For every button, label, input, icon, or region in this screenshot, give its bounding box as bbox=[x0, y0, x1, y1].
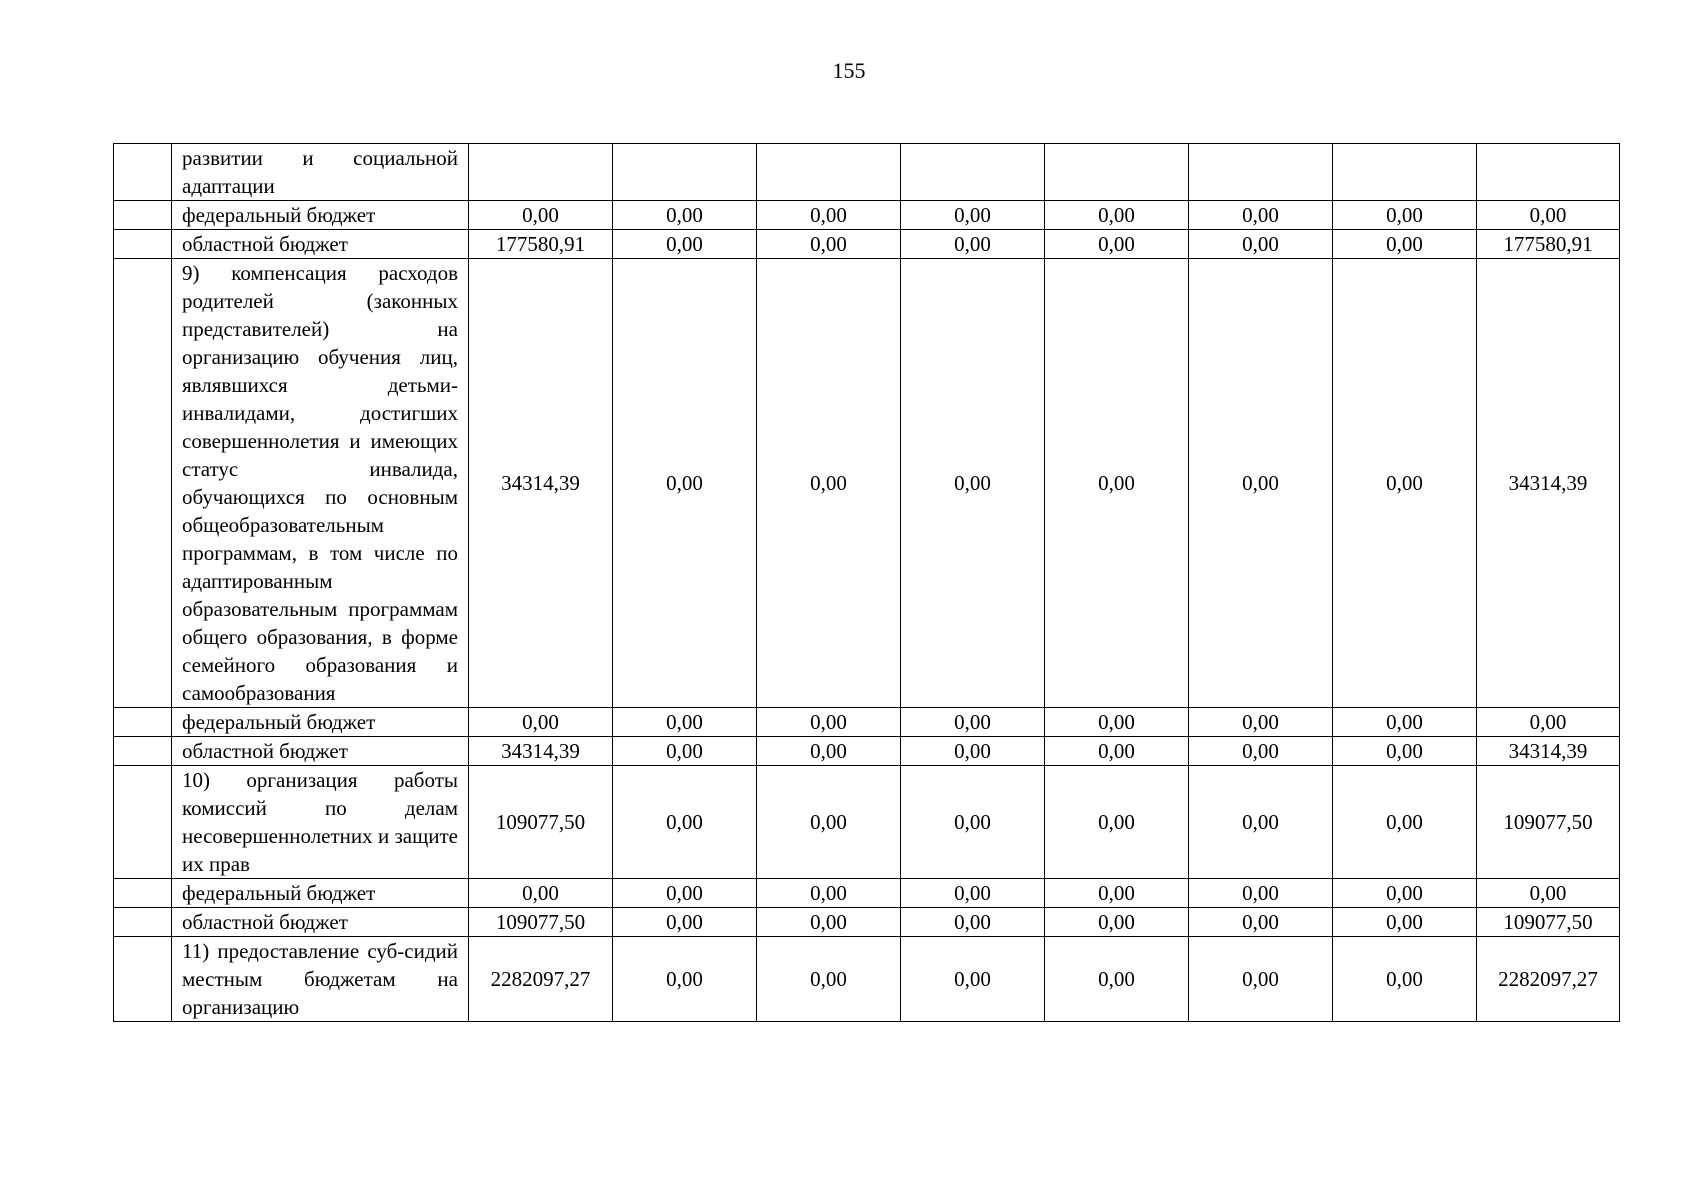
value-cell: 0,00 bbox=[901, 937, 1045, 1022]
value-cell: 34314,39 bbox=[469, 259, 613, 708]
value-cell: 0,00 bbox=[1045, 230, 1189, 259]
value-cell: 0,00 bbox=[901, 908, 1045, 937]
value-cell: 0,00 bbox=[613, 737, 757, 766]
table-row bbox=[114, 737, 1620, 766]
row-number-cell bbox=[114, 230, 172, 259]
table-row bbox=[114, 908, 1620, 937]
total-cell bbox=[1477, 144, 1620, 201]
value-cell bbox=[901, 144, 1045, 201]
total-cell: 34314,39 bbox=[1477, 259, 1620, 708]
value-cell: 0,00 bbox=[613, 879, 757, 908]
value-cell: 0,00 bbox=[1045, 259, 1189, 708]
value-cell: 0,00 bbox=[1333, 201, 1477, 230]
value-cell: 0,00 bbox=[1189, 737, 1333, 766]
value-cell: 0,00 bbox=[1189, 879, 1333, 908]
row-name-cell: 9) компенсация расходов родителей (законных представителей) на организацию обучения лиц, являвшихся детьми-инвалидами, достигших совершеннолетия и имеющих статус инвалида, обучающихся по основным общеобразовательным программам, в том числе по адаптированным образовательным программам общего образования, в форме семейного образования и самообразования bbox=[172, 259, 469, 708]
row-number-cell bbox=[114, 708, 172, 737]
row-name-cell: федеральный бюджет bbox=[172, 708, 469, 737]
value-cell: 0,00 bbox=[901, 708, 1045, 737]
value-cell bbox=[1189, 144, 1333, 201]
total-cell: 0,00 bbox=[1477, 879, 1620, 908]
value-cell: 0,00 bbox=[1333, 708, 1477, 737]
row-name-cell: областной бюджет bbox=[172, 737, 469, 766]
value-cell: 177580,91 bbox=[469, 230, 613, 259]
table-row bbox=[114, 259, 1620, 708]
value-cell: 0,00 bbox=[757, 766, 901, 879]
value-cell bbox=[1333, 144, 1477, 201]
value-cell: 0,00 bbox=[1045, 766, 1189, 879]
value-cell: 0,00 bbox=[757, 708, 901, 737]
table-row bbox=[114, 144, 1620, 201]
row-name-cell: 11) предоставление суб-сидий местным бюджетам на организацию bbox=[172, 937, 469, 1022]
value-cell: 0,00 bbox=[757, 201, 901, 230]
value-cell: 0,00 bbox=[1189, 259, 1333, 708]
value-cell: 0,00 bbox=[757, 230, 901, 259]
row-number-cell bbox=[114, 908, 172, 937]
row-name-cell: областной бюджет bbox=[172, 908, 469, 937]
value-cell: 0,00 bbox=[1045, 201, 1189, 230]
budget-table bbox=[113, 143, 1620, 1022]
value-cell: 0,00 bbox=[757, 879, 901, 908]
value-cell: 0,00 bbox=[1045, 908, 1189, 937]
row-name-cell: федеральный бюджет bbox=[172, 879, 469, 908]
value-cell: 0,00 bbox=[757, 259, 901, 708]
table-row bbox=[114, 230, 1620, 259]
table-row bbox=[114, 708, 1620, 737]
value-cell: 0,00 bbox=[1333, 766, 1477, 879]
table-row bbox=[114, 766, 1620, 879]
page-number: 155 bbox=[832, 58, 866, 83]
row-name-cell: областной бюджет bbox=[172, 230, 469, 259]
value-cell: 0,00 bbox=[901, 766, 1045, 879]
value-cell: 0,00 bbox=[613, 908, 757, 937]
total-cell: 34314,39 bbox=[1477, 737, 1620, 766]
value-cell: 0,00 bbox=[1189, 708, 1333, 737]
row-number-cell bbox=[114, 737, 172, 766]
value-cell: 0,00 bbox=[901, 737, 1045, 766]
row-number-cell bbox=[114, 259, 172, 708]
value-cell: 109077,50 bbox=[469, 908, 613, 937]
value-cell: 0,00 bbox=[901, 879, 1045, 908]
value-cell: 0,00 bbox=[469, 879, 613, 908]
value-cell: 0,00 bbox=[613, 937, 757, 1022]
table-row bbox=[114, 201, 1620, 230]
value-cell: 0,00 bbox=[757, 937, 901, 1022]
value-cell: 0,00 bbox=[613, 259, 757, 708]
table-row bbox=[114, 937, 1620, 1022]
value-cell: 0,00 bbox=[1333, 259, 1477, 708]
value-cell: 0,00 bbox=[613, 230, 757, 259]
value-cell: 0,00 bbox=[1333, 230, 1477, 259]
row-number-cell bbox=[114, 879, 172, 908]
value-cell: 0,00 bbox=[901, 201, 1045, 230]
total-cell: 2282097,27 bbox=[1477, 937, 1620, 1022]
value-cell: 0,00 bbox=[1189, 201, 1333, 230]
value-cell: 0,00 bbox=[1333, 737, 1477, 766]
value-cell: 0,00 bbox=[1189, 937, 1333, 1022]
value-cell: 0,00 bbox=[757, 908, 901, 937]
table-row bbox=[114, 879, 1620, 908]
value-cell bbox=[613, 144, 757, 201]
row-name-cell: развитии и социальной адаптации bbox=[172, 144, 469, 201]
row-number-cell bbox=[114, 144, 172, 201]
row-number-cell bbox=[114, 201, 172, 230]
total-cell: 0,00 bbox=[1477, 708, 1620, 737]
total-cell: 177580,91 bbox=[1477, 230, 1620, 259]
total-cell: 109077,50 bbox=[1477, 766, 1620, 879]
value-cell: 0,00 bbox=[469, 201, 613, 230]
row-number-cell bbox=[114, 937, 172, 1022]
value-cell: 109077,50 bbox=[469, 766, 613, 879]
row-name-cell: 10) организация работы комиссий по делам несовершеннолетних и защите их прав bbox=[172, 766, 469, 879]
value-cell: 0,00 bbox=[469, 708, 613, 737]
value-cell: 0,00 bbox=[757, 737, 901, 766]
value-cell bbox=[1045, 144, 1189, 201]
value-cell: 0,00 bbox=[1333, 937, 1477, 1022]
value-cell: 0,00 bbox=[1333, 908, 1477, 937]
value-cell: 34314,39 bbox=[469, 737, 613, 766]
value-cell: 0,00 bbox=[613, 201, 757, 230]
value-cell: 0,00 bbox=[901, 230, 1045, 259]
row-name-cell: федеральный бюджет bbox=[172, 201, 469, 230]
value-cell: 0,00 bbox=[1189, 230, 1333, 259]
value-cell bbox=[757, 144, 901, 201]
value-cell: 0,00 bbox=[613, 766, 757, 879]
value-cell: 0,00 bbox=[1045, 879, 1189, 908]
value-cell: 0,00 bbox=[1333, 879, 1477, 908]
value-cell: 0,00 bbox=[901, 259, 1045, 708]
total-cell: 109077,50 bbox=[1477, 908, 1620, 937]
value-cell: 0,00 bbox=[613, 708, 757, 737]
total-cell: 0,00 bbox=[1477, 201, 1620, 230]
value-cell bbox=[469, 144, 613, 201]
value-cell: 0,00 bbox=[1045, 937, 1189, 1022]
value-cell: 0,00 bbox=[1045, 737, 1189, 766]
value-cell: 0,00 bbox=[1189, 766, 1333, 879]
value-cell: 0,00 bbox=[1045, 708, 1189, 737]
value-cell: 2282097,27 bbox=[469, 937, 613, 1022]
row-number-cell bbox=[114, 766, 172, 879]
value-cell: 0,00 bbox=[1189, 908, 1333, 937]
